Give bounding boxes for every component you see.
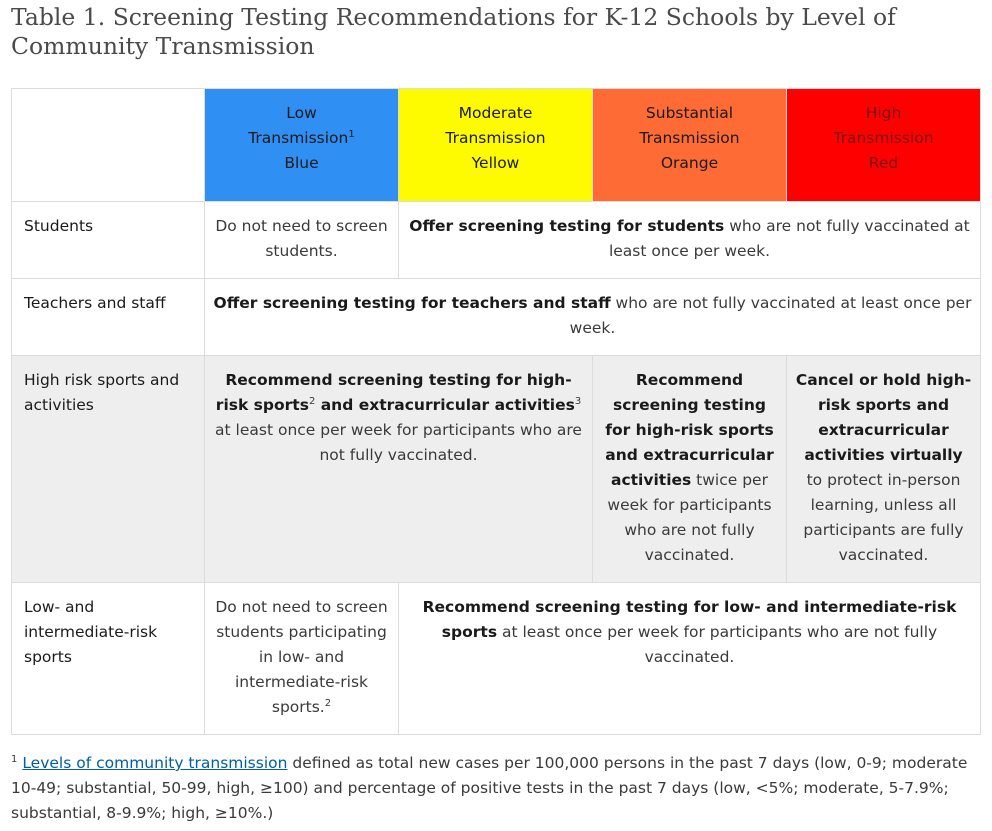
header-high-line2: Transmission [833,129,934,147]
low-intermediate-low-text: Do not need to screen students participating in low- and intermediate-risk sports. [215,598,388,716]
table-row-teachers [12,279,981,356]
low-intermediate-low-cell [205,583,399,735]
low-intermediate-moderate-to-high-cell [399,583,981,735]
header-moderate-line2: Transmission [445,129,546,147]
footnote-ref-2: 2 [308,395,316,407]
low-intermediate-recommendation-rest: at least once per week for participants who are not fully vaccinated. [497,623,938,666]
high-risk-substantial-bold: Recommend screening testing for high-risk sports and extracurricular activities [605,371,774,489]
row-label-low-intermediate-sports: Low- and intermediate-risk sports [12,583,205,735]
header-low-line2: Transmission [248,129,349,147]
footnote-text: defined as total new cases per 100,000 persons in the past 7 days (low, 0-9; moderate 10-49; substantial, 50-99, high, ≥100) and percentage of positive tests in the past 7 days (low, <5%; moderate, 5-7.9%; substantial, 8-9.9%; high, ≥10%.) [11,754,968,822]
students-low-cell: Do not need to screen students. [205,202,399,279]
header-low-color-name: Blue [284,154,319,172]
header-low-transmission [205,89,399,202]
high-risk-lowmod-bold-2: and extracurricular activities [315,396,575,414]
header-high-line1: High [865,104,902,122]
table-row-low-intermediate-sports [12,583,981,735]
footnote-ref-2-second: 2 [324,697,332,709]
row-label-teachers: Teachers and staff [12,279,205,356]
high-risk-lowmod-rest: at least once per week for participants who are not fully vaccinated. [215,421,582,464]
header-substantial-line1: Substantial [645,104,734,122]
footnote-1 [11,751,981,826]
table-row-students [12,202,981,279]
high-risk-high-bold: Cancel or hold high-risk sports and extracurricular activities virtually [795,371,972,464]
high-risk-low-moderate-cell [205,356,593,583]
header-corner-cell [12,89,205,202]
footnote-ref-1: 1 [348,128,355,140]
levels-of-community-transmission-link[interactable]: Levels of community transmission [22,754,288,772]
header-moderate-color-name: Yellow [471,154,520,172]
header-row [12,89,981,202]
header-high-color-name: Red [868,154,899,172]
header-substantial-transmission [593,89,787,202]
teachers-recommendation-bold: Offer screening testing for teachers and staff [213,294,611,312]
high-risk-substantial-cell [593,356,787,583]
footnote-ref-3: 3 [574,395,582,407]
page-title: Table 1. Screening Testing Recommendations for K-12 Schools by Level of Community Transmission [11,3,896,60]
teachers-recommendation-rest: who are not fully vaccinated at least once per week. [569,294,972,337]
table-row-high-risk-sports [12,356,981,583]
low-intermediate-recommendation-bold: Recommend screening testing for low- and intermediate-risk sports [422,598,957,641]
students-moderate-to-high-cell [399,202,981,279]
footnote-marker: 1 [11,753,18,765]
students-recommendation-rest: who are not fully vaccinated at least once per week. [608,217,970,260]
screening-recommendations-table [11,88,981,735]
high-risk-high-cell [787,356,981,583]
header-moderate-transmission [399,89,593,202]
header-moderate-line1: Moderate [458,104,533,122]
high-risk-substantial-rest: twice per week for participants who are not fully vaccinated. [607,471,772,564]
header-substantial-color-name: Orange [660,154,719,172]
header-substantial-line2: Transmission [639,129,740,147]
teachers-all-levels-cell [205,279,981,356]
high-risk-high-rest: to protect in-person learning, unless all participants are fully vaccinated. [803,471,964,564]
high-risk-lowmod-bold-1: Recommend screening testing for high-risk sports [215,371,572,414]
header-low-line1: Low [286,104,317,122]
row-label-high-risk-sports: High risk sports and activities [12,356,205,583]
students-recommendation-bold: Offer screening testing for students [409,217,725,235]
row-label-students: Students [12,202,205,279]
header-high-transmission [787,89,981,202]
